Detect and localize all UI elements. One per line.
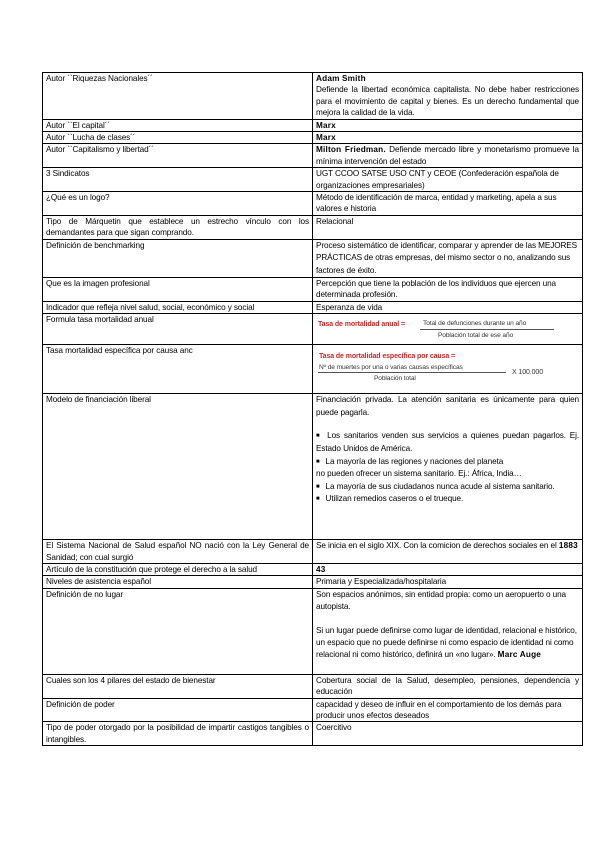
answer-cell: Coercitivo — [313, 722, 583, 746]
answer-text: Financiación privada. La atención sanitaria es únicamente para quien puede pagarla. — [316, 395, 579, 417]
table-row — [43, 314, 583, 345]
question-cell: Tipo de Márquetin que establece un estrecho vínculo con los demandantes para que sigan comprando. — [43, 215, 313, 239]
table-row — [43, 144, 583, 168]
answer-cell: Esperanza de vida — [313, 301, 583, 313]
list-item-text: Utilizan remedios caseros o el trueque. — [325, 494, 464, 504]
answer-cell: Relacional — [313, 215, 583, 239]
answer-cell — [313, 540, 583, 564]
question-cell: Tasa mortalidad específica por causa anc — [43, 345, 313, 394]
answer-cell: Proceso sistemático de identificar, comparar y aprender de las MEJORES PRÁCTICAS de otras empresas, del mismo sector o no, analizando sus factores de éxito. — [313, 239, 583, 277]
answer-cell: Marx — [313, 132, 583, 144]
table-row — [43, 168, 583, 192]
question-cell: Tipo de poder otorgado por la posibilidad de impartir castigos tangibles o intangibles. — [43, 722, 313, 746]
question-cell: Formula tasa mortalidad anual — [43, 314, 313, 345]
answer-cell — [313, 345, 583, 394]
answer-text: Defiende la libertad económica capitalista. No debe haber restricciones para el movimiento de capital y bienes. Es un derecho fundamental que mejora la calidad de la vida. — [316, 85, 579, 118]
answer-text: Son espacios anónimos, sin entidad propia: como un aeropuerto o una autopista. — [316, 589, 567, 612]
question-cell: 3 Sindicatos — [43, 168, 313, 192]
question-cell: Indicador que refleja nivel salud, social, económico y social — [43, 301, 313, 313]
bullet-icon — [316, 457, 326, 466]
table-row — [43, 674, 583, 698]
list-item — [316, 493, 579, 506]
formula-denominator: Población total — [374, 375, 416, 383]
answer-text — [316, 625, 579, 662]
answer-cell: Marx — [313, 119, 583, 131]
list-item-text: La mayoría de sus ciudadanos nunca acude al sistema sanitario. — [325, 481, 555, 491]
question-cell: Artículo de la constitución que protege el derecho a la salud — [43, 563, 313, 575]
formula-numerator: Total de defunciones durante un año — [423, 320, 527, 328]
author-name: Milton Friedman. — [316, 145, 386, 155]
table-row — [43, 563, 583, 575]
answer-cell — [313, 144, 583, 168]
table-row — [43, 588, 583, 674]
question-cell: Definición de poder — [43, 698, 313, 722]
mortality-formula — [316, 314, 579, 338]
table-row — [43, 132, 583, 144]
list-item — [316, 430, 579, 455]
author-name: Adam Smith — [316, 74, 366, 83]
question-cell: ¿Qué es un logo? — [43, 192, 313, 216]
quote-text: Si un lugar puede definirse como lugar de identidad, relacional e histórico, un espacio que no puede definirse ni como espacio de identidad ni como relacional ni como histórico, definirá un «no lugar». — [316, 625, 577, 660]
answer-cell — [313, 588, 583, 674]
answer-cell: Percepción que tiene la población de los individuos que ejercen una determinada profesión. — [313, 277, 583, 301]
formula-label: Tasa de mortalidad anual = — [318, 321, 405, 329]
answer-cell: 43 — [313, 563, 583, 575]
table-row — [43, 540, 583, 564]
spacer — [316, 614, 579, 625]
question-cell: Cuales son los 4 pilares del estado de bienestar — [43, 674, 313, 698]
answer-cell — [313, 314, 583, 345]
table-row — [43, 73, 583, 120]
document-page — [42, 72, 579, 746]
bullet-icon — [316, 431, 327, 440]
formula-label: Tasa de mortalidad específica por causa = — [319, 353, 456, 361]
question-cell: Autor ``Capitalismo y libertad´´ — [43, 144, 313, 168]
answer-cell: capacidad y deseo de influir en el comportamiento de los demás para producir unos efectos deseados — [313, 698, 583, 722]
table-row — [43, 698, 583, 722]
table-row — [43, 576, 583, 588]
question-cell: Niveles de asistencia español — [43, 576, 313, 588]
answer-text: Se inicia en el siglo XIX. Con la comicion de derechos sociales en el — [316, 541, 557, 551]
year: 1883 — [558, 541, 578, 551]
answer-cell: Primaria y Especializada/hospitalaria — [313, 576, 583, 588]
answer-cell: Método de identificación de marca, entidad y marketing, apela a sus valores e historia — [313, 192, 583, 216]
answer-cell — [313, 394, 583, 540]
answer-cell — [313, 73, 583, 120]
formula-numerator: Nº de muertes por una o varias causas específicas — [319, 364, 463, 372]
answer-cell: Cobertura social de la Salud, desempleo, pensiones, dependencia y educación — [313, 674, 583, 698]
qa-table — [42, 72, 583, 746]
question-cell: Que es la imagen profesional — [43, 277, 313, 301]
quote-author: Marc Auge — [497, 650, 542, 660]
question-cell: Autor ``Lucha de clases´´ — [43, 132, 313, 144]
table-row — [43, 394, 583, 540]
table-row — [43, 277, 583, 301]
table-row — [43, 192, 583, 216]
formula-denominator: Población total de ese año — [438, 332, 514, 340]
table-row — [43, 215, 583, 239]
question-cell: Modelo de financiación liberal — [43, 394, 313, 540]
bullet-icon — [316, 482, 326, 491]
list-item — [316, 481, 579, 494]
list-item — [316, 456, 579, 481]
answer-text: Defiende mercado libre y monetarismo promueve la mínima intervención del estado — [316, 145, 579, 166]
list-item-text: Los sanitarios venden sus servicios a quienes puedan pagarlos. Ej. Estado Unidos de América. — [316, 431, 579, 453]
answer-cell: UGT CCOO SATSE USO CNT y CEOE (Confederación española de organizaciones empresariales) — [313, 168, 583, 192]
spacer — [316, 419, 579, 430]
question-cell: Definición de no lugar — [43, 588, 313, 674]
list-item-text: La mayoría de las regiones y naciones del planeta — [325, 456, 504, 466]
question-cell: Definición de benchmarking — [43, 239, 313, 277]
specific-mortality-formula — [316, 345, 579, 385]
formula-multiplier: X 100.000 — [512, 369, 544, 377]
question-cell: Autor ``Riquezas Nacionales´´ — [43, 73, 313, 120]
table-row — [43, 301, 583, 313]
question-cell: El Sistema Nacional de Salud español NO nació con la Ley General de Sanidad; con cual surgió — [43, 540, 313, 564]
table-row — [43, 722, 583, 746]
table-row — [43, 345, 583, 394]
list-item-text: no pueden ofrecer un sistema sanitario. Ej.: África, India… — [316, 469, 522, 479]
bullet-icon — [316, 494, 326, 503]
table-row — [43, 119, 583, 131]
question-cell: Autor ``El capital´´ — [43, 119, 313, 131]
table-row — [43, 239, 583, 277]
